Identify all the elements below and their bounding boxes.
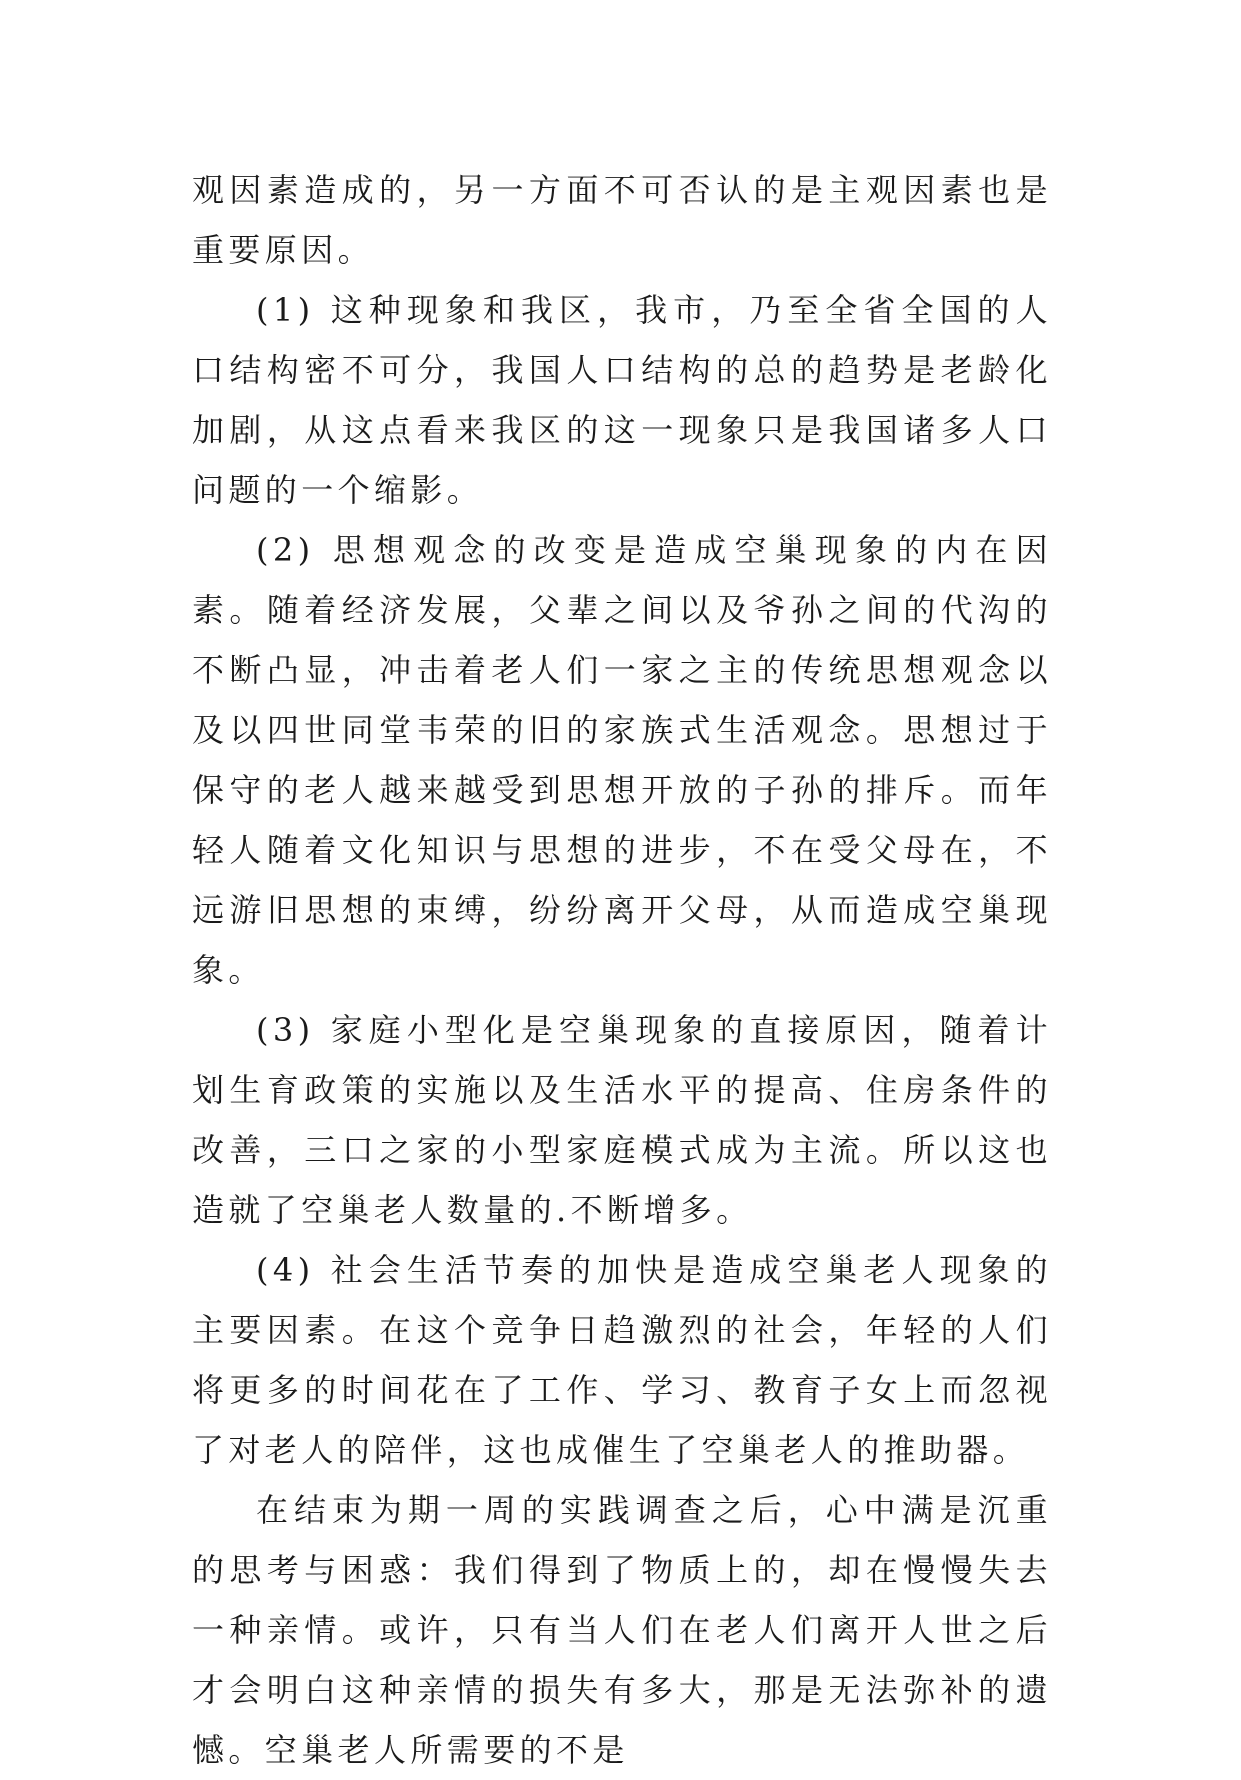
paragraph-point-2: (2) 思想观念的改变是造成空巢现象的内在因素。随着经济发展，父辈之间以及爷孙之间的代沟的不断凸显，冲击着老人们一家之主的传统思想观念以及以四世同堂韦荣的旧的家族式生活观念。思想过于保守的老人越来越受到思想开放的子孙的排斥。而年轻人随着文化知识与思想的进步，不在受父母在，不远游旧思想的束缚，纷纷离开父母，从而造成空巢现象。 [192,531,1052,989]
paragraph-point-4: (4) 社会生活节奏的加快是造成空巢老人现象的主要因素。在这个竞争日趋激烈的社会，年轻的人们将更多的时间花在了工作、学习、教育子女上而忽视了对老人的陪伴，这也成催生了空巢老人的推助器。 [192,1251,1052,1469]
body-text [192,160,1052,1780]
paragraph-continuation: 观因素造成的，另一方面不可否认的是主观因素也是重要原因。 [192,171,1052,269]
paragraph-point-3: (3) 家庭小型化是空巢现象的直接原因，随着计划生育政策的实施以及生活水平的提高、住房条件的改善，三口之家的小型家庭模式成为主流。所以这也造就了空巢老人数量的.不断增多。 [192,1011,1052,1229]
paragraph-point-1: (1) 这种现象和我区，我市，乃至全省全国的人口结构密不可分，我国人口结构的总的趋势是老龄化加剧，从这点看来我区的这一现象只是我国诸多人口问题的一个缩影。 [192,291,1052,509]
paragraph-conclusion: 在结束为期一周的实践调查之后，心中满是沉重的思考与困惑：我们得到了物质上的，却在慢慢失去一种亲情。或许，只有当人们在老人们离开人世之后才会明白这种亲情的损失有多大，那是无法弥补的遗憾。空巢老人所需要的不是 [192,1491,1052,1769]
